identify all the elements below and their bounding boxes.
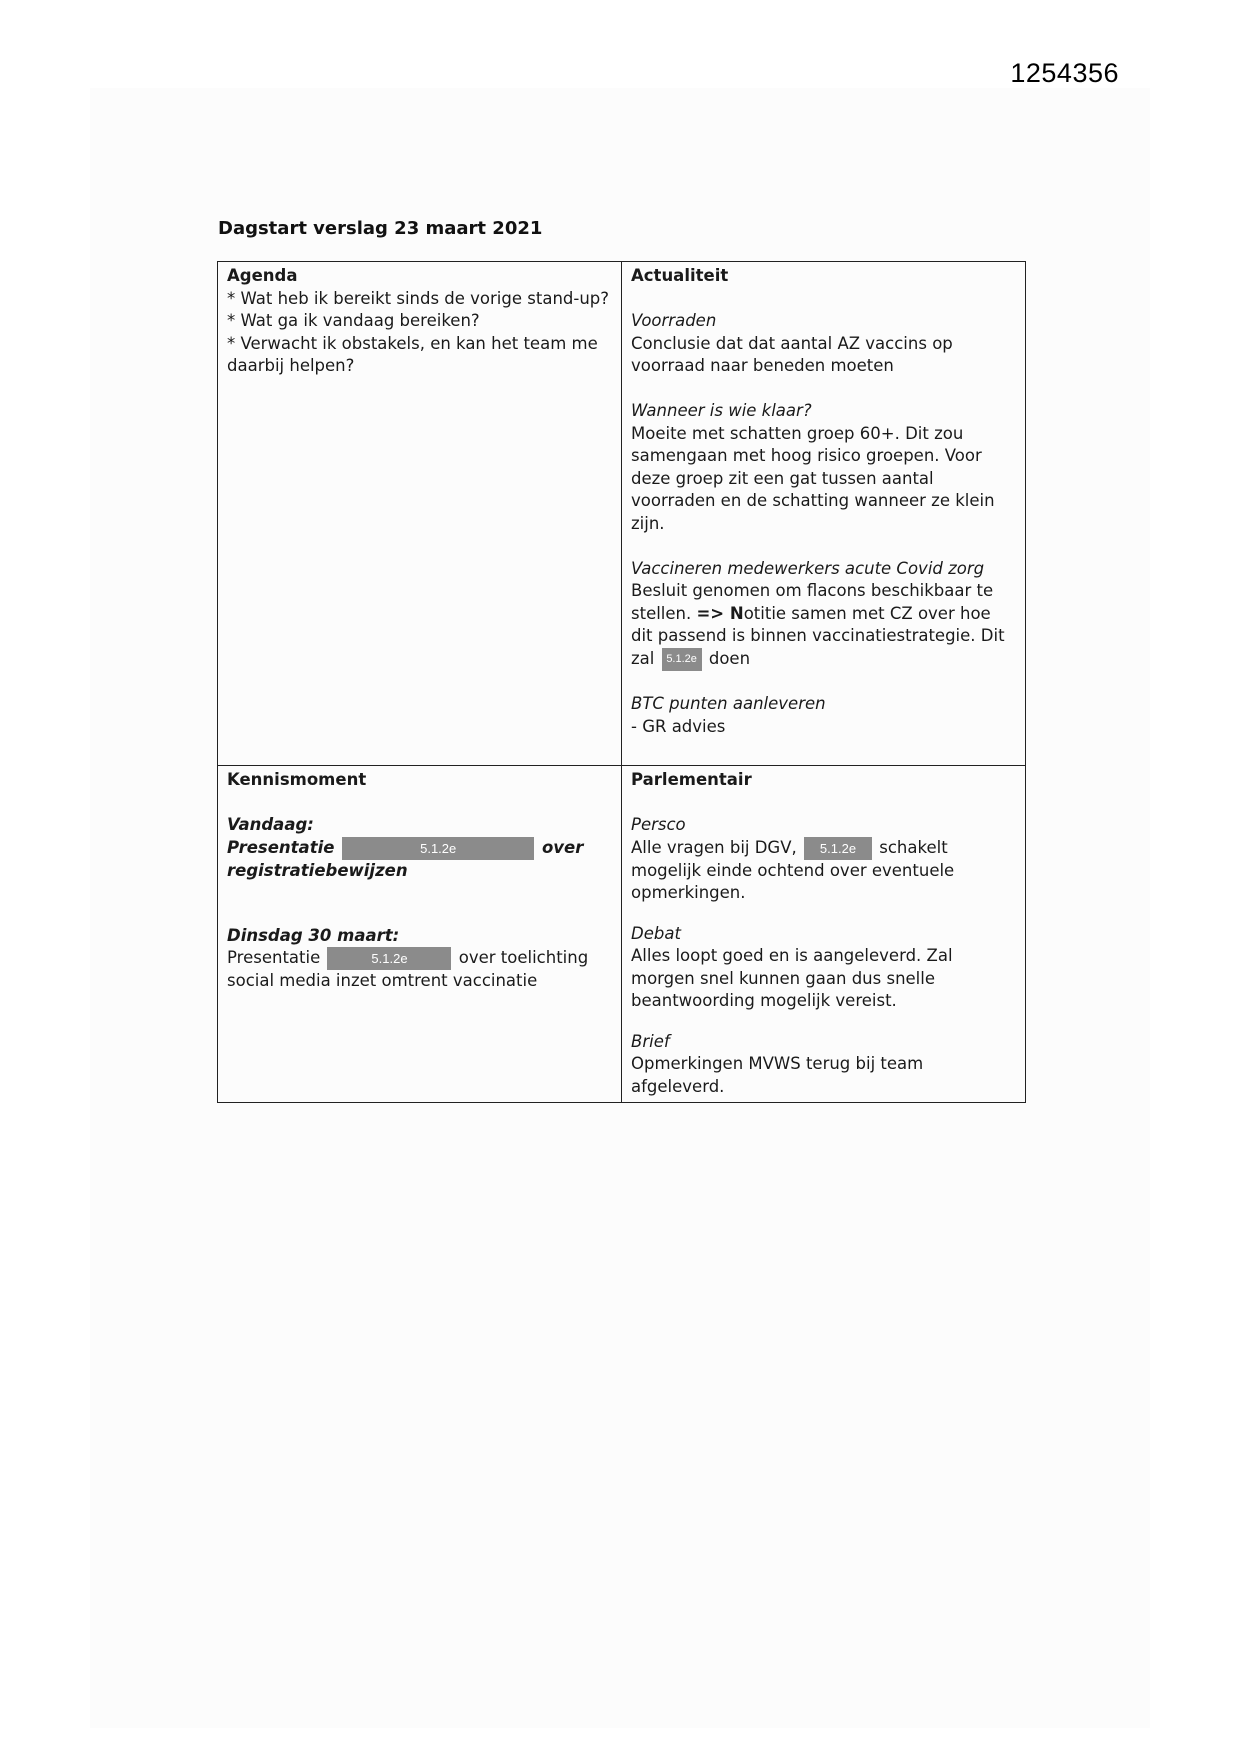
persco-text-b: schakelt mogelijk einde ochtend over eventuele opmerkingen. bbox=[631, 837, 955, 902]
redaction-box: 5.1.2e bbox=[662, 648, 702, 671]
vaccineren-arrow: => N bbox=[696, 603, 744, 623]
persco-text bbox=[631, 837, 1017, 905]
vaccineren-text-a: Besluit genomen om flacons beschikbaar te stellen. bbox=[631, 581, 994, 623]
vandaag-line bbox=[227, 837, 613, 860]
table-row-top bbox=[218, 262, 1026, 766]
dinsdag-text: over toelichting social media inzet omtrent vaccinatie bbox=[227, 948, 589, 990]
parlementair-heading: Parlementair bbox=[631, 770, 752, 789]
voorraden-text: Conclusie dat dat aantal AZ vaccins op voorraad naar beneden moeten bbox=[631, 333, 953, 375]
btc-item: - GR advies bbox=[631, 716, 726, 736]
redaction-box: 5.1.2e bbox=[804, 837, 872, 860]
wanneer-title: Wanneer is wie klaar? bbox=[631, 401, 812, 420]
redaction-box: 5.1.2e bbox=[342, 837, 534, 860]
document-number: 1254356 bbox=[1010, 58, 1119, 88]
agenda-item: * Verwacht ik obstakels, en kan het team me daarbij helpen? bbox=[227, 333, 598, 375]
brief-text: Opmerkingen MVWS terug bij team afgeleverd. bbox=[631, 1054, 924, 1096]
dinsdag-line bbox=[227, 947, 613, 993]
redaction-box: 5.1.2e bbox=[327, 947, 451, 970]
actualiteit-heading: Actualiteit bbox=[631, 266, 729, 285]
parlementair-cell bbox=[622, 766, 1026, 1103]
wanneer-text: Moeite met schatten groep 60+. Dit zou samengaan met hoog risico groepen. Voor deze groep zit een gat tussen aantal voorraden en de schatting wanneer ze klein zijn. bbox=[631, 423, 995, 533]
agenda-cell bbox=[218, 262, 622, 766]
agenda-item: * Wat heb ik bereikt sinds de vorige stand-up? bbox=[227, 288, 610, 308]
vandaag-topic: registratiebewijzen bbox=[227, 860, 408, 880]
dinsdag-presentatie: Presentatie bbox=[227, 948, 321, 967]
persco-text-a: Alle vragen bij DGV, bbox=[631, 837, 797, 857]
vandaag-label: Vandaag: bbox=[227, 815, 314, 834]
kennismoment-heading: Kennismoment bbox=[227, 770, 367, 789]
report-table bbox=[217, 261, 1026, 1103]
vaccineren-text-b: otitie samen met CZ over hoe dit passend is binnen vaccinatiestrategie. Dit zal bbox=[631, 603, 1005, 668]
btc-title: BTC punten aanleveren bbox=[631, 694, 826, 713]
debat-text: Alles loopt goed en is aangeleverd. Zal morgen snel kunnen gaan dus snelle beantwoording mogelijk vereist. bbox=[631, 946, 953, 1010]
brief-title: Brief bbox=[631, 1031, 670, 1051]
vaccineren-text-c: doen bbox=[708, 648, 751, 668]
dinsdag-label: Dinsdag 30 maart: bbox=[227, 925, 400, 945]
agenda-heading: Agenda bbox=[227, 266, 298, 285]
vaccineren-title: Vaccineren medewerkers acute Covid zorg bbox=[631, 558, 985, 578]
vaccineren-text bbox=[631, 580, 1017, 671]
persco-title: Persco bbox=[631, 815, 686, 834]
document-title: Dagstart verslag 23 maart 2021 bbox=[218, 218, 543, 239]
kennismoment-cell bbox=[218, 766, 622, 1103]
debat-title: Debat bbox=[631, 923, 681, 943]
actualiteit-cell bbox=[622, 262, 1026, 766]
vandaag-presentatie: Presentatie bbox=[227, 837, 335, 857]
table-row-bottom bbox=[218, 766, 1026, 1103]
voorraden-title: Voorraden bbox=[631, 311, 717, 330]
agenda-item: * Wat ga ik vandaag bereiken? bbox=[227, 311, 480, 330]
vandaag-over: over bbox=[541, 837, 584, 857]
